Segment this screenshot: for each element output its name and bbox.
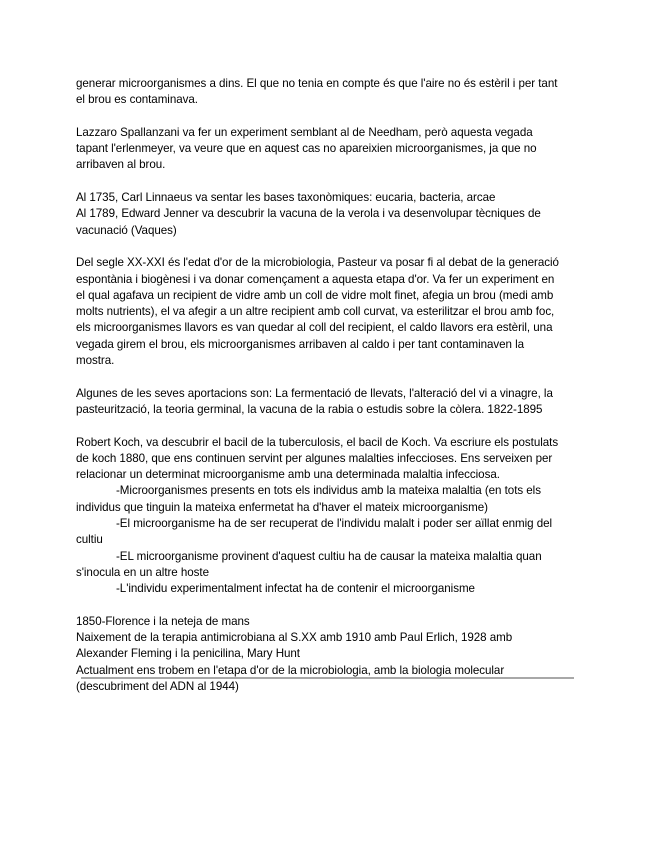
text-line: els microorganismes llavors es van quedar al coll del recipient, el caldo llavors era estèril, una bbox=[76, 321, 553, 335]
text-line: (descubriment del ADN al 1944) bbox=[76, 679, 239, 693]
postulate-item bbox=[76, 516, 584, 549]
paragraph-pasteur-contributions bbox=[76, 386, 584, 419]
text-line: tapant l'erlenmeyer, va veure que en aquest cas no apareixien microorganismes, ja que no bbox=[76, 142, 537, 156]
paragraph-pasteur bbox=[76, 255, 584, 369]
text-line: Al 1735, Carl Linnaeus va sentar les bases taxonòmiques: eucaria, bacteria, arcae bbox=[76, 191, 496, 205]
text-line: molts nutrients), el va afegir a un altre recipient amb coll curvat, va esterilitzar el brou amb foc, bbox=[76, 305, 555, 319]
text-line: relacionar un determinat microorganisme amb una determinada malaltia infecciosa. bbox=[76, 468, 500, 482]
postulate-first-line: -El microorganisme ha de ser recuperat de l'individu malalt i poder ser aïllat enmig del bbox=[116, 517, 553, 531]
postulate-item bbox=[76, 549, 584, 582]
text-line: vegada girem el brou, els microorganismes arribaven al caldo i per tant contaminaven la bbox=[76, 337, 525, 351]
text-line: Al 1789, Edward Jenner va descubrir la vacuna de la verola i va desenvolupar tècniques de bbox=[76, 207, 541, 221]
text-line: mostra. bbox=[76, 354, 115, 368]
text-line: pasteurització, la teoria germinal, la vacuna de la rabia o estudis sobre la còlera. 1822-1895 bbox=[76, 402, 543, 416]
text-line: 1850-Florence i la neteja de mans bbox=[76, 614, 250, 628]
text-line: Lazzaro Spallanzani va fer un experiment semblant al de Needham, però aquesta vegada bbox=[76, 125, 533, 139]
document-body bbox=[76, 76, 584, 712]
text-line: Alexander Fleming i la penicilina, Mary Hunt bbox=[76, 647, 300, 661]
text-line: el brou es contaminava. bbox=[76, 93, 198, 107]
text-line: espontània i biogènesi i va donar començament a aquesta etapa d'or. Va fer un experiment en bbox=[76, 272, 555, 286]
paragraph-needham-conclusion bbox=[76, 76, 584, 109]
text-line: Naixement de la terapia antimicrobiana al S.XX amb 1910 amb Paul Erlich, 1928 amb bbox=[76, 631, 513, 645]
koch-postulates-list bbox=[76, 483, 584, 597]
text-line: arribaven al brou. bbox=[76, 158, 166, 172]
paragraph-linnaeus-jenner bbox=[76, 190, 584, 239]
postulate-item bbox=[76, 581, 584, 597]
horizontal-divider bbox=[81, 677, 574, 679]
postulate-item bbox=[76, 483, 584, 516]
paragraph-spallanzani bbox=[76, 125, 584, 174]
text-line: Actualment ens trobem en l'etapa d'or de la microbiologia, amb la biologia molecular bbox=[76, 663, 505, 677]
paragraph-koch bbox=[76, 435, 584, 598]
text-line: Algunes de les seves aportacions son: La fermentació de llevats, l'alteració del vi a vinagre, la bbox=[76, 386, 553, 400]
postulate-continuation: individus que tinguin la mateixa enfermetat ha d'haver el mateix microorganisme) bbox=[76, 500, 488, 514]
text-line: Del segle XX-XXI és l'edat d'or de la microbiologia, Pasteur va posar fi al debat de la generació bbox=[76, 256, 559, 270]
postulate-continuation: cultiu bbox=[76, 533, 103, 547]
paragraph-modern-era bbox=[76, 614, 584, 695]
text-line: generar microorganismes a dins. El que no tenia en compte és que l'aire no és estèril i per tant bbox=[76, 77, 558, 90]
postulate-first-line: -EL microorganisme provinent d'aquest cultiu ha de causar la mateixa malaltia quan bbox=[116, 549, 542, 563]
text-line: Robert Koch, va descubrir el bacil de la tuberculosis, el bacil de Koch. Va escriure els postulats bbox=[76, 435, 559, 449]
text-line: el qual agafava un recipient de vidre amb un coll de vidre molt finet, afegia un brou (medi amb bbox=[76, 288, 554, 302]
postulate-first-line: -L'individu experimentalment infectat ha de contenir el microorganisme bbox=[116, 582, 475, 596]
postulate-first-line: -Microorganismes presents en tots els individus amb la mateixa malaltia (en tots els bbox=[116, 484, 541, 498]
text-line: de koch 1880, que ens continuen servint per algunes malalties infeccioses. Ens serveixen per bbox=[76, 451, 553, 465]
text-line: vacunació (Vaques) bbox=[76, 223, 177, 237]
postulate-continuation: s'inocula en un altre hoste bbox=[76, 565, 209, 579]
